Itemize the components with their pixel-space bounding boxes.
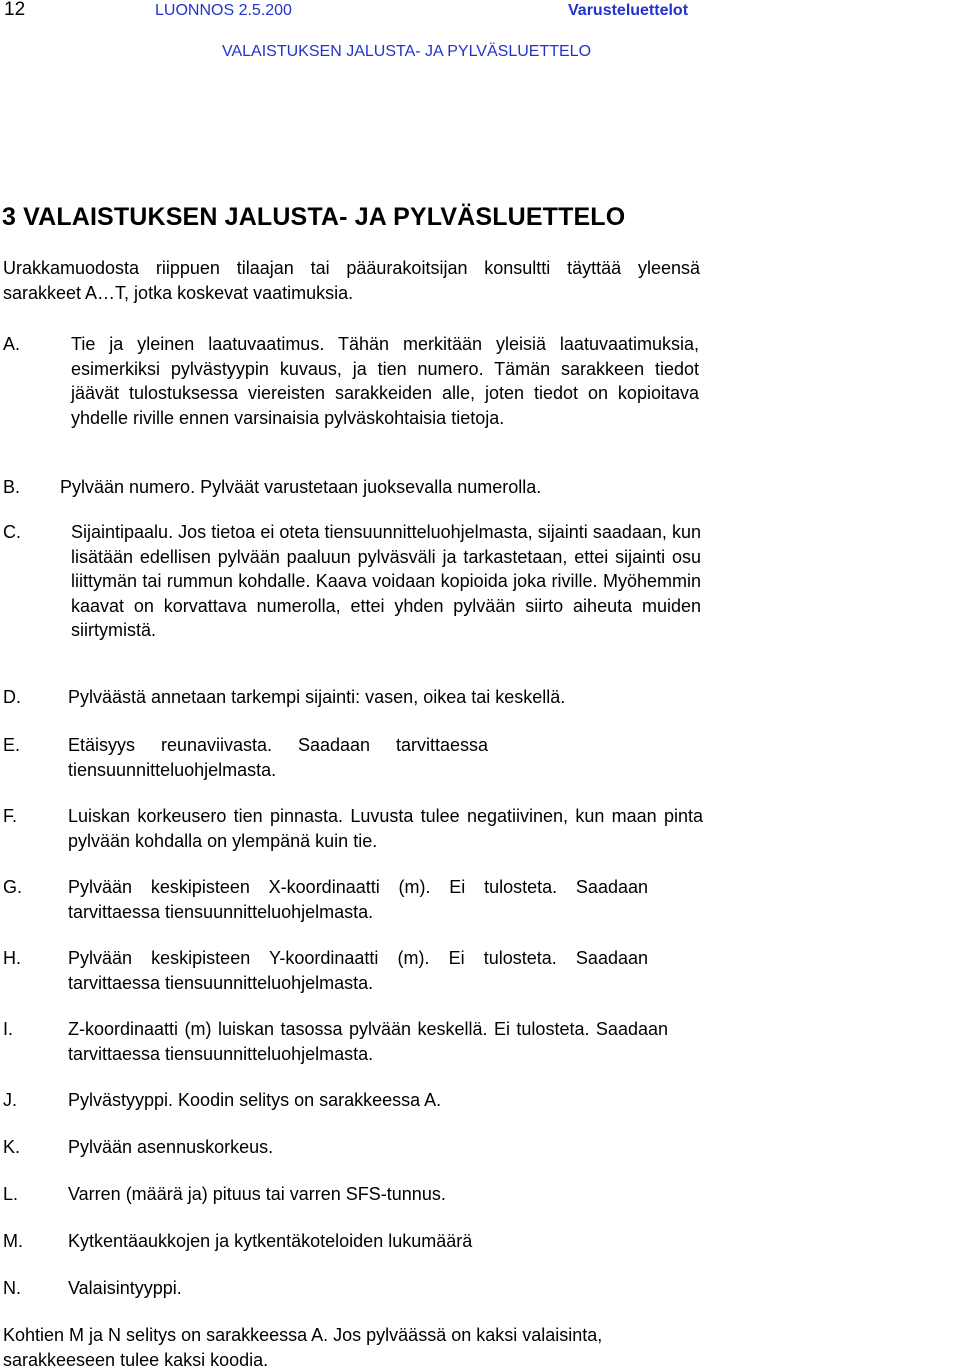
list-item-label: M.: [3, 1231, 23, 1251]
list-item-label: F.: [3, 806, 18, 826]
list-item-text: Z-koordinaatti (m) luiskan tasossa pylvään keskellä. Ei tulosteta. Saadaan tarvittaessa tiensuunnitteluohjelmasta.: [68, 1019, 668, 1064]
list-item-text: Etäisyys reunaviivasta. Saadaan tarvittaessa tiensuunnitteluohjelmasta.: [68, 735, 488, 780]
list-item-text: Pylvään numero. Pylväät varustetaan juoksevalla numerolla.: [60, 477, 542, 497]
closing-paragraph: Kohtien M ja N selitys on sarakkeessa A. Jos pylväässä on kaksi valaisinta, sarakkeeseen tulee kaksi koodia.: [3, 1325, 603, 1370]
list-item-text: Varren (määrä ja) pituus tai varren SFS-tunnus.: [68, 1184, 446, 1204]
section-heading: 3 VALAISTUKSEN JALUSTA- JA PYLVÄSLUETTELO: [2, 203, 626, 231]
section-subtitle: VALAISTUKSEN JALUSTA- JA PYLVÄSLUETTELO: [222, 43, 592, 60]
list-item-text: Tie ja yleinen laatuvaatimus. Tähän merkitään yleisiä laatuvaatimuksia, esimerkiksi pylvästyypin kuvaus, ja tien numero. Tämän sarakkeen tiedot jäävät tulostuksessa viereisten sarakkeiden alle, joten tiedot on kopioitava yhdelle riville ennen varsinaisia pylväskohtaisia tietoja.: [71, 334, 699, 428]
list-item-label: J.: [3, 1090, 18, 1110]
list-item-text: Pylvään keskipisteen Y-koordinaatti (m). Ei tulosteta. Saadaan tarvittaessa tiensuunnitteluohjelmasta.: [68, 948, 648, 993]
list-item-label: I.: [3, 1019, 14, 1039]
list-item-text: Valaisintyyppi.: [68, 1278, 182, 1298]
list-item-label: E.: [3, 735, 21, 755]
list-item-label: L.: [3, 1184, 19, 1204]
page-number: 12: [4, 0, 26, 20]
list-item-label: D.: [3, 687, 21, 707]
list-item-text: Sijaintipaalu. Jos tietoa ei oteta tiensuunnitteluohjelmasta, sijainti saadaan, kun lisätään edellisen pylvään paaluun pylväsväli ja tarkastetaan, ettei sijainti osu liittymän tai rummun kohdalle. Kaava voidaan kopioida joka riville. Myöhemmin kaavat on korvattava numerolla, ettei yhden pylvään siirto aiheuta muiden siirtymistä.: [71, 522, 701, 640]
list-item-label: C.: [3, 522, 21, 542]
document-version: LUONNOS 2.5.200: [155, 2, 292, 19]
list-item-text: Kytkentäaukkojen ja kytkentäkoteloiden lukumäärä: [68, 1231, 473, 1251]
list-item-text: Pylväästä annetaan tarkempi sijainti: vasen, oikea tai keskellä.: [68, 687, 566, 707]
list-item-text: Pylvästyyppi. Koodin selitys on sarakkeessa A.: [68, 1090, 442, 1110]
list-item-label: A.: [3, 334, 21, 354]
list-item-text: Pylvään asennuskorkeus.: [68, 1137, 274, 1157]
list-item-text: Pylvään keskipisteen X-koordinaatti (m). Ei tulosteta. Saadaan tarvittaessa tiensuunnitteluohjelmasta.: [68, 877, 648, 922]
intro-paragraph: Urakkamuodosta riippuen tilaajan tai pääurakoitsijan konsultti täyttää yleensä sarakkeet A…T, jotka koskevat vaatimuksia.: [3, 258, 700, 303]
list-item-label: K.: [3, 1137, 21, 1157]
document-title: Varusteluettelot: [568, 2, 689, 19]
list-item-label: N.: [3, 1278, 21, 1298]
list-item-text: Luiskan korkeusero tien pinnasta. Luvusta tulee negatiivinen, kun maan pinta pylvään kohdalla on ylempänä kuin tie.: [68, 806, 703, 851]
list-item-label: H.: [3, 948, 21, 968]
list-item-label: B.: [3, 477, 21, 497]
list-item-label: G.: [3, 877, 23, 897]
